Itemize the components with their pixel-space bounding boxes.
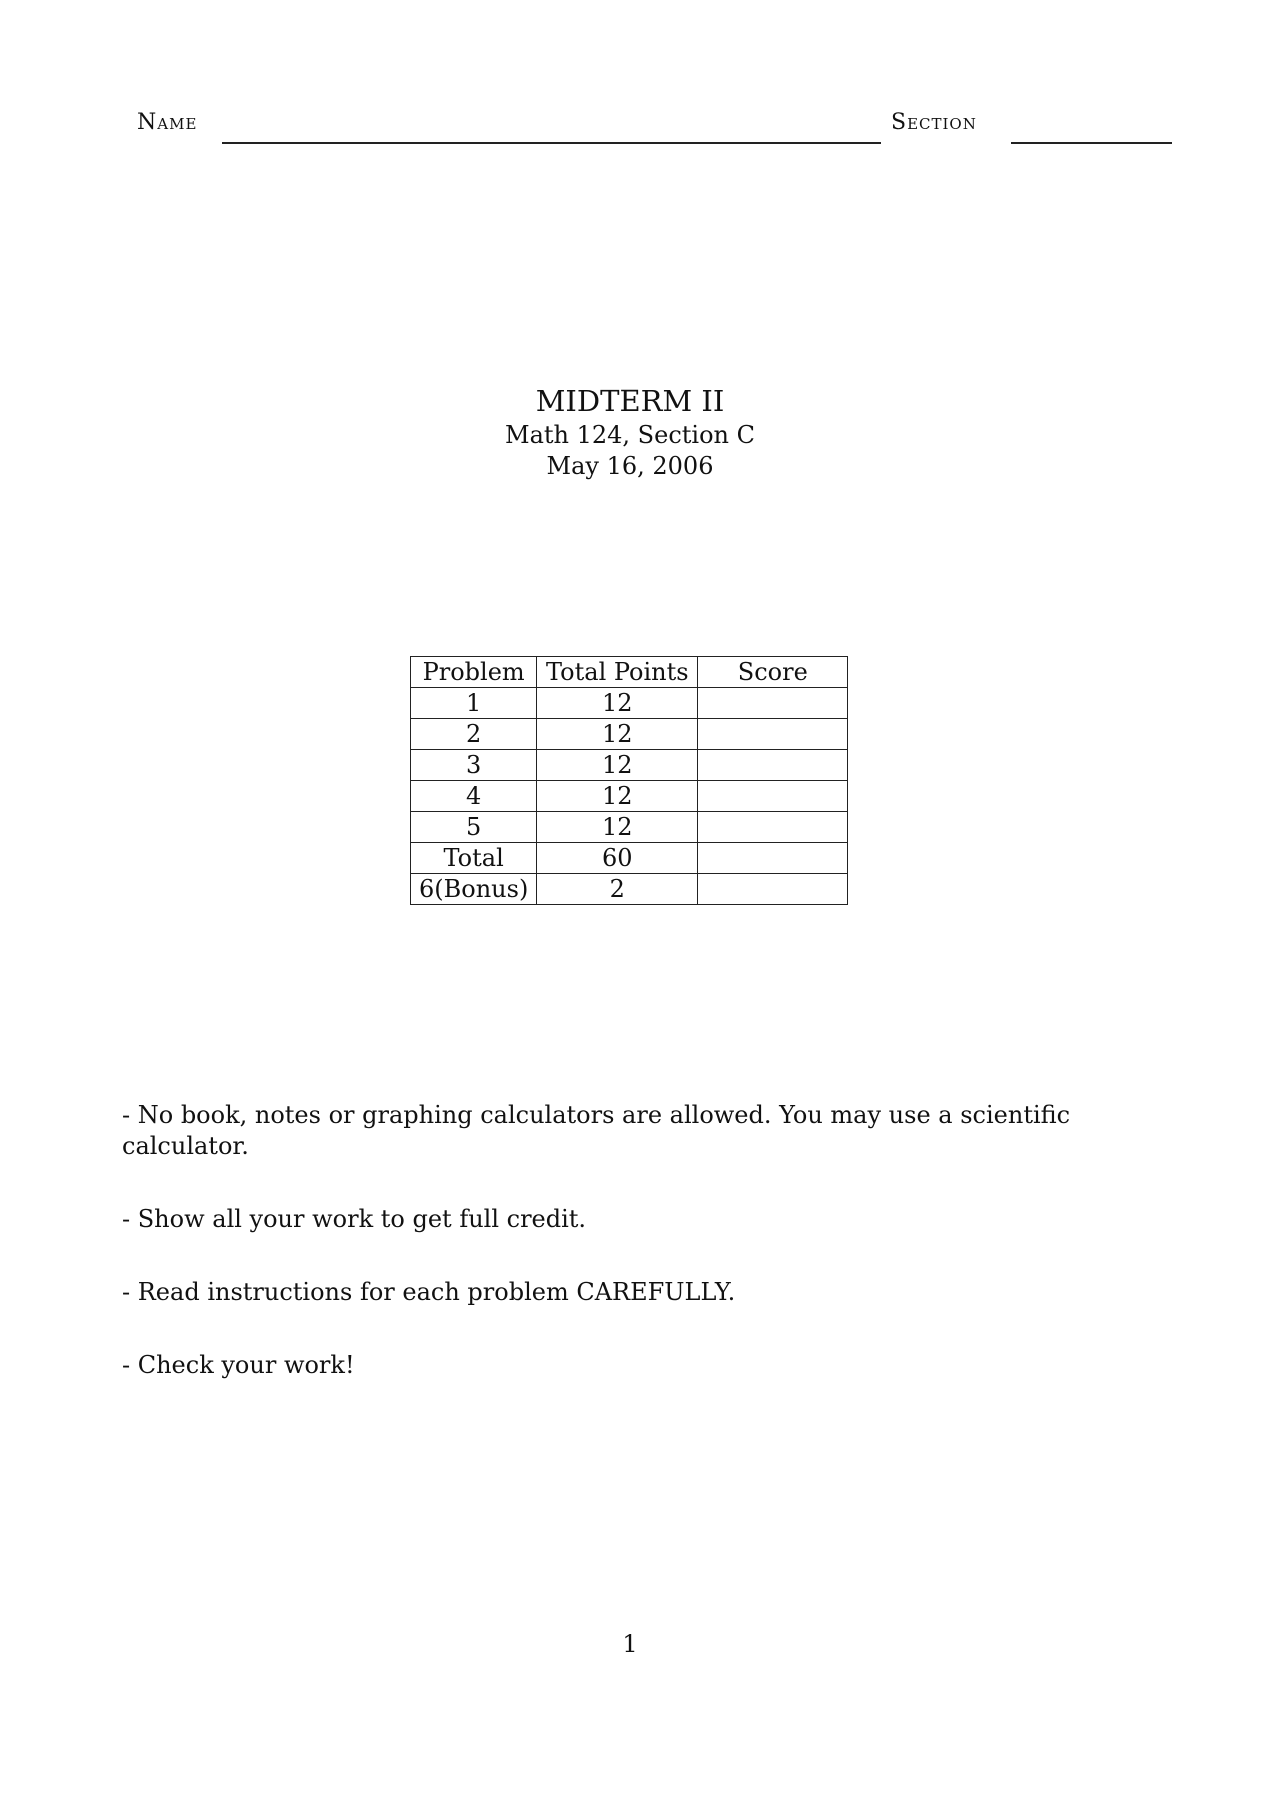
table-row [411, 781, 848, 812]
name-label: Name [137, 110, 198, 135]
problem-cell: 5 [411, 812, 537, 843]
course-name: Math 124, Section C [505, 421, 755, 449]
header-problem: Problem [411, 657, 537, 688]
section-label: Section [891, 110, 977, 135]
instruction-item: - Check your work! [122, 1351, 355, 1379]
score-cell [698, 781, 848, 812]
instruction-item: - Read instructions for each problem CAREFULLY. [122, 1278, 736, 1306]
table-row [411, 843, 848, 874]
score-table [410, 656, 848, 905]
table-row [411, 719, 848, 750]
points-cell: 60 [537, 843, 698, 874]
score-cell [698, 688, 848, 719]
section-blank-line [1011, 142, 1172, 144]
name-blank-line [222, 142, 881, 144]
table-row [411, 812, 848, 843]
points-cell: 2 [537, 874, 698, 905]
table-row [411, 688, 848, 719]
problem-cell: 1 [411, 688, 537, 719]
table-header-row [411, 657, 848, 688]
table-row [411, 750, 848, 781]
exam-date: May 16, 2006 [546, 452, 714, 480]
score-cell [698, 719, 848, 750]
title-block [0, 382, 1260, 482]
header-total-points: Total Points [537, 657, 698, 688]
exam-title: MIDTERM II [535, 384, 725, 418]
score-cell [698, 812, 848, 843]
table-row [411, 874, 848, 905]
problem-cell: 4 [411, 781, 537, 812]
instruction-item: - No book, notes or graphing calculators are allowed. You may use a scientific calculator. [122, 1101, 1071, 1160]
score-cell [698, 874, 848, 905]
problem-cell: 6(Bonus) [411, 874, 537, 905]
instruction-item: - Show all your work to get full credit. [122, 1205, 587, 1233]
problem-cell: Total [411, 843, 537, 874]
points-cell: 12 [537, 719, 698, 750]
score-cell [698, 843, 848, 874]
problem-cell: 2 [411, 719, 537, 750]
problem-cell: 3 [411, 750, 537, 781]
points-cell: 12 [537, 781, 698, 812]
instructions [122, 1100, 1182, 1423]
page-number: 1 [622, 1630, 638, 1658]
score-cell [698, 750, 848, 781]
points-cell: 12 [537, 812, 698, 843]
points-cell: 12 [537, 750, 698, 781]
header-score: Score [698, 657, 848, 688]
points-cell: 12 [537, 688, 698, 719]
